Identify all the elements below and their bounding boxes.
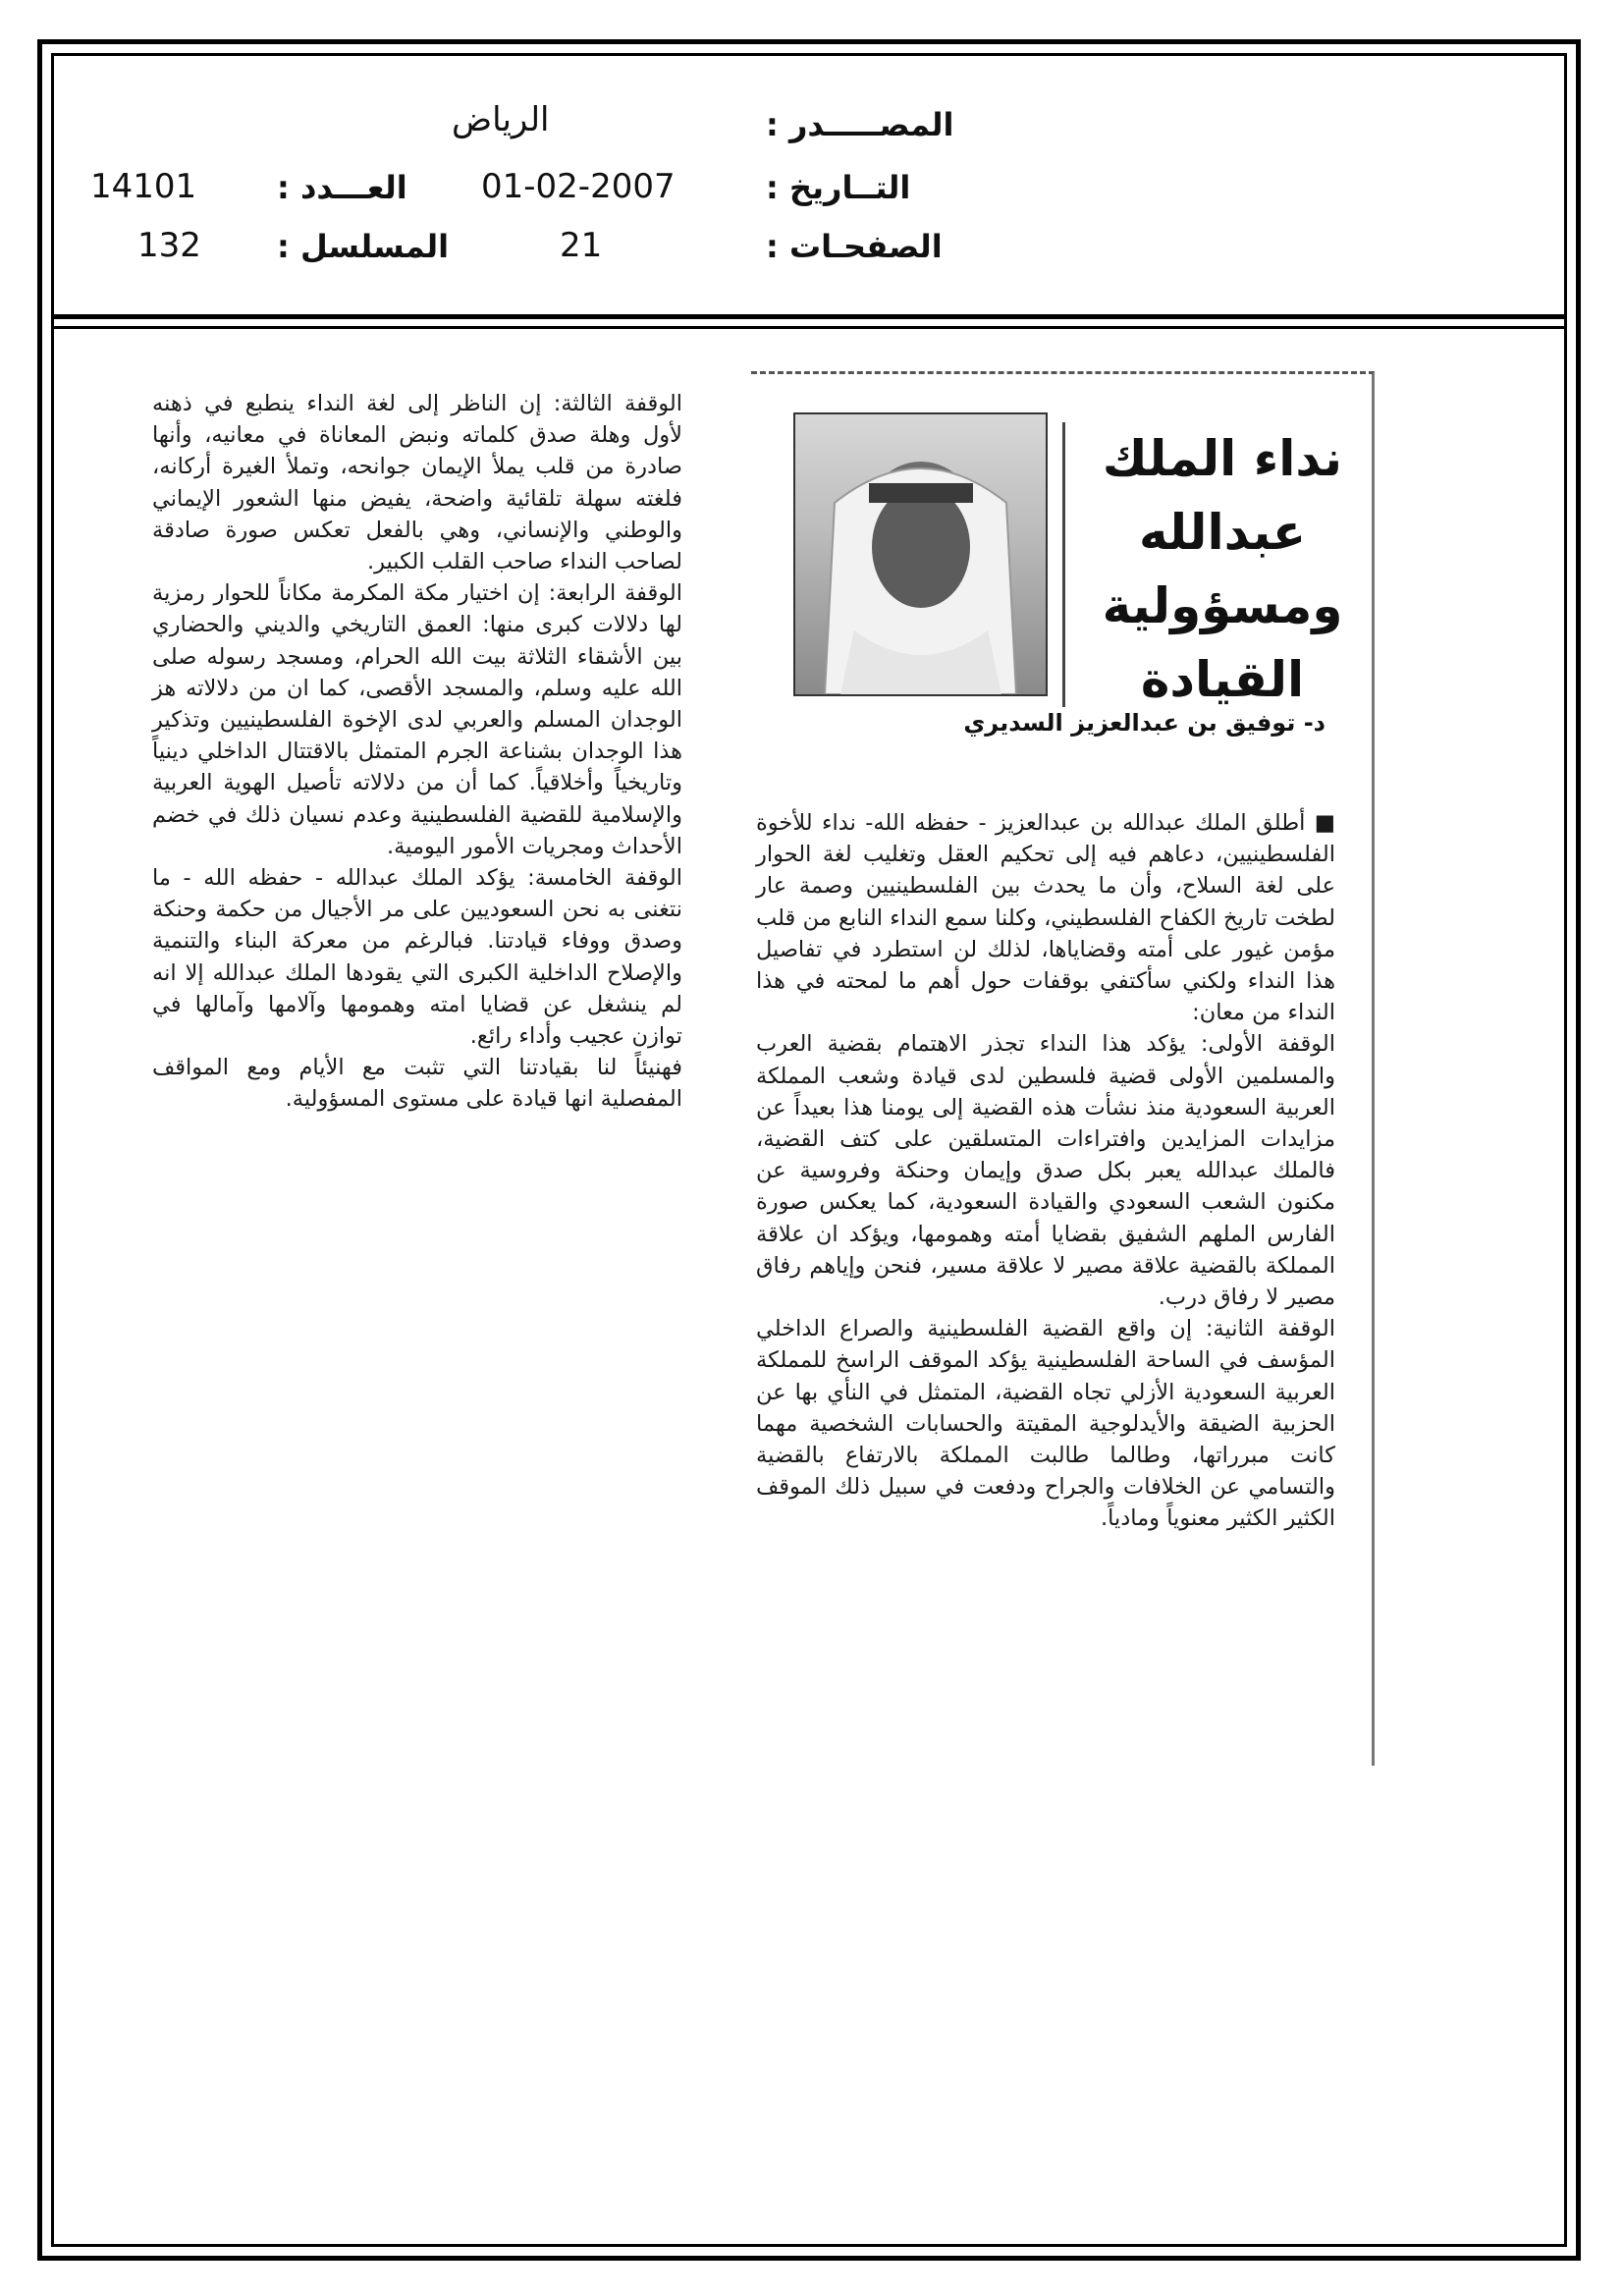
- source-value: الرياض: [452, 100, 550, 139]
- pages-label: الصفحـات :: [766, 228, 943, 265]
- paragraph: الوقفة الثالثة: إن الناظر إلى لغة النداء ينطبع في ذهنه لأول وهلة صدق كلماته ونبض المعاناة في معانيه، وأنها صادرة من قلب يملأ الإيمان جوانحه، وتملأ الغيرة أركانه، فلغته سهلة تلقائية واضحة، يفيض منها الشعور الإيماني والوطني والإنساني، وهي بالفعل تعكس صورة صادقة لصاحب النداء صاحب القلب الكبير.: [152, 391, 682, 575]
- title-line-4: القيادة: [1140, 651, 1305, 708]
- issue-value: 14101: [90, 167, 197, 206]
- article-column-right: [756, 807, 1335, 1535]
- serial-label: المسلسل :: [277, 228, 450, 265]
- author-photo: [793, 412, 1048, 696]
- date-label: التــاريخ :: [766, 169, 911, 206]
- pages-value: 21: [560, 226, 603, 265]
- header-divider-thin: [51, 326, 1567, 329]
- title-line-1: نداء الملك: [1102, 430, 1343, 487]
- paragraph: الوقفة الثانية: إن واقع القضية الفلسطينية والصراع الداخلي المؤسف في الساحة الفلسطينية يؤكد الموقف الراسخ للمملكة العربية السعودية الأزلي تجاه القضية، المتمثل في النأي بها عن الحزبية الضيقة والأيدلوجية المقيتة والحسابات الشخصية مهما كانت مبرراتها، وطالما طالبت المملكة بالارتفاع بالقضية والتسامي عن الخلافات والجراح ودفعت في سبيل ذلك الموقف الكثير الكثير معنوياً ومادياً.: [756, 1316, 1335, 1532]
- paragraph: الوقفة الرابعة: إن اختيار مكة المكرمة مكاناً للحوار رمزية لها دلالات كبرى منها: العمق التاريخي والديني والحضاري بين الأشقاء الثلاثة بيت الله الحرام، ومسجد رسوله صلى الله عليه وسلم، والمسجد الأقصى، كما ان من دلالاته هز الوجدان المسلم والعربي لدى الإخوة الفلسطينيين وتذكير هذا الوجدان بشناعة الجرم المتمثل بالاقتتال الداخلي دينياً وتاريخياً وأخلاقياً. كما أن من دلالاته تأصيل الهوية العربية والإسلامية للقضية الفلسطينية وعدم نسيان ذلك في خضم الأحداث ومجريات الأمور اليومية.: [152, 580, 682, 859]
- title-divider: [1062, 422, 1065, 707]
- author-byline: د- توفيق بن عبدالعزيز السديري: [963, 709, 1325, 737]
- title-line-2: عبدالله: [1138, 504, 1307, 561]
- paragraph: فهنيئاً لنا بقيادتنا التي تثبت مع الأيام ومع المواقف المفصلية انها قيادة على مستوى المسؤولية.: [152, 1055, 682, 1113]
- paragraph: الوقفة الخامسة: يؤكد الملك عبدالله - حفظه الله - ما نتغنى به نحن السعوديين على مر الأجيال من حكمة وحنكة وصدق ووفاء قيادتنا. فبالرغم من معركة البناء والتنمية والإصلاح الداخلية الكبرى التي يقودها الملك عبدالله إلا انه لم ينشغل عن قضايا امته وهمومها وآلامها وآمالها في توازن عجيب وأداء رائع.: [152, 865, 682, 1050]
- source-label: المصـــــدر :: [766, 106, 954, 143]
- title-line-3: ومسؤولية: [1102, 577, 1343, 634]
- portrait-icon: [795, 414, 1046, 694]
- date-value: 01-02-2007: [481, 167, 676, 206]
- article-title: [1100, 422, 1345, 717]
- issue-label: العـــدد :: [277, 169, 407, 206]
- header-divider: [51, 314, 1567, 319]
- paragraph: الوقفة الأولى: يؤكد هذا النداء تجذر الاهتمام بقضية العرب والمسلمين الأولى قضية فلسطين لدى قيادة وشعب المملكة العربية السعودية منذ نشأت هذه القضية إلى يومنا هذا بعيداً عن مزايدات المزايدين وافتراءات المتسلقين على كتف القضية، فالملك عبدالله يعبر بكل صدق وإيمان وحنكة وفروسية عن مكنون الشعب السعودي والقيادة السعودية، كما يعكس صورة الفارس الملهم الشفيق بقضايا أمته وهمومها، ويؤكد ان علاقة المملكة بالقضية علاقة مصير لا علاقة مسير، فنحن وإياهم رفاق مصير لا رفاق درب.: [756, 1031, 1335, 1311]
- article-column-left: [152, 388, 682, 1116]
- paragraph: ■ أطلق الملك عبدالله بن عبدالعزيز - حفظه الله- نداء للأخوة الفلسطينيين، دعاهم فيه إلى تحكيم العقل وتغليب لغة الحوار على لغة السلاح، وأن ما يحدث بين الفلسطينيين وصمة عار لطخت تاريخ الكفاح الفلسطيني، وكلنا سمع النداء النابع من قلب مؤمن غيور على أمته وقضاياها، لذلك لن استطرد في تفاصيل هذا النداء ولكني سأكتفي بوقفات حول أهم ما لمحته في هذا النداء من معان:: [756, 810, 1335, 1026]
- serial-value: 132: [137, 226, 201, 265]
